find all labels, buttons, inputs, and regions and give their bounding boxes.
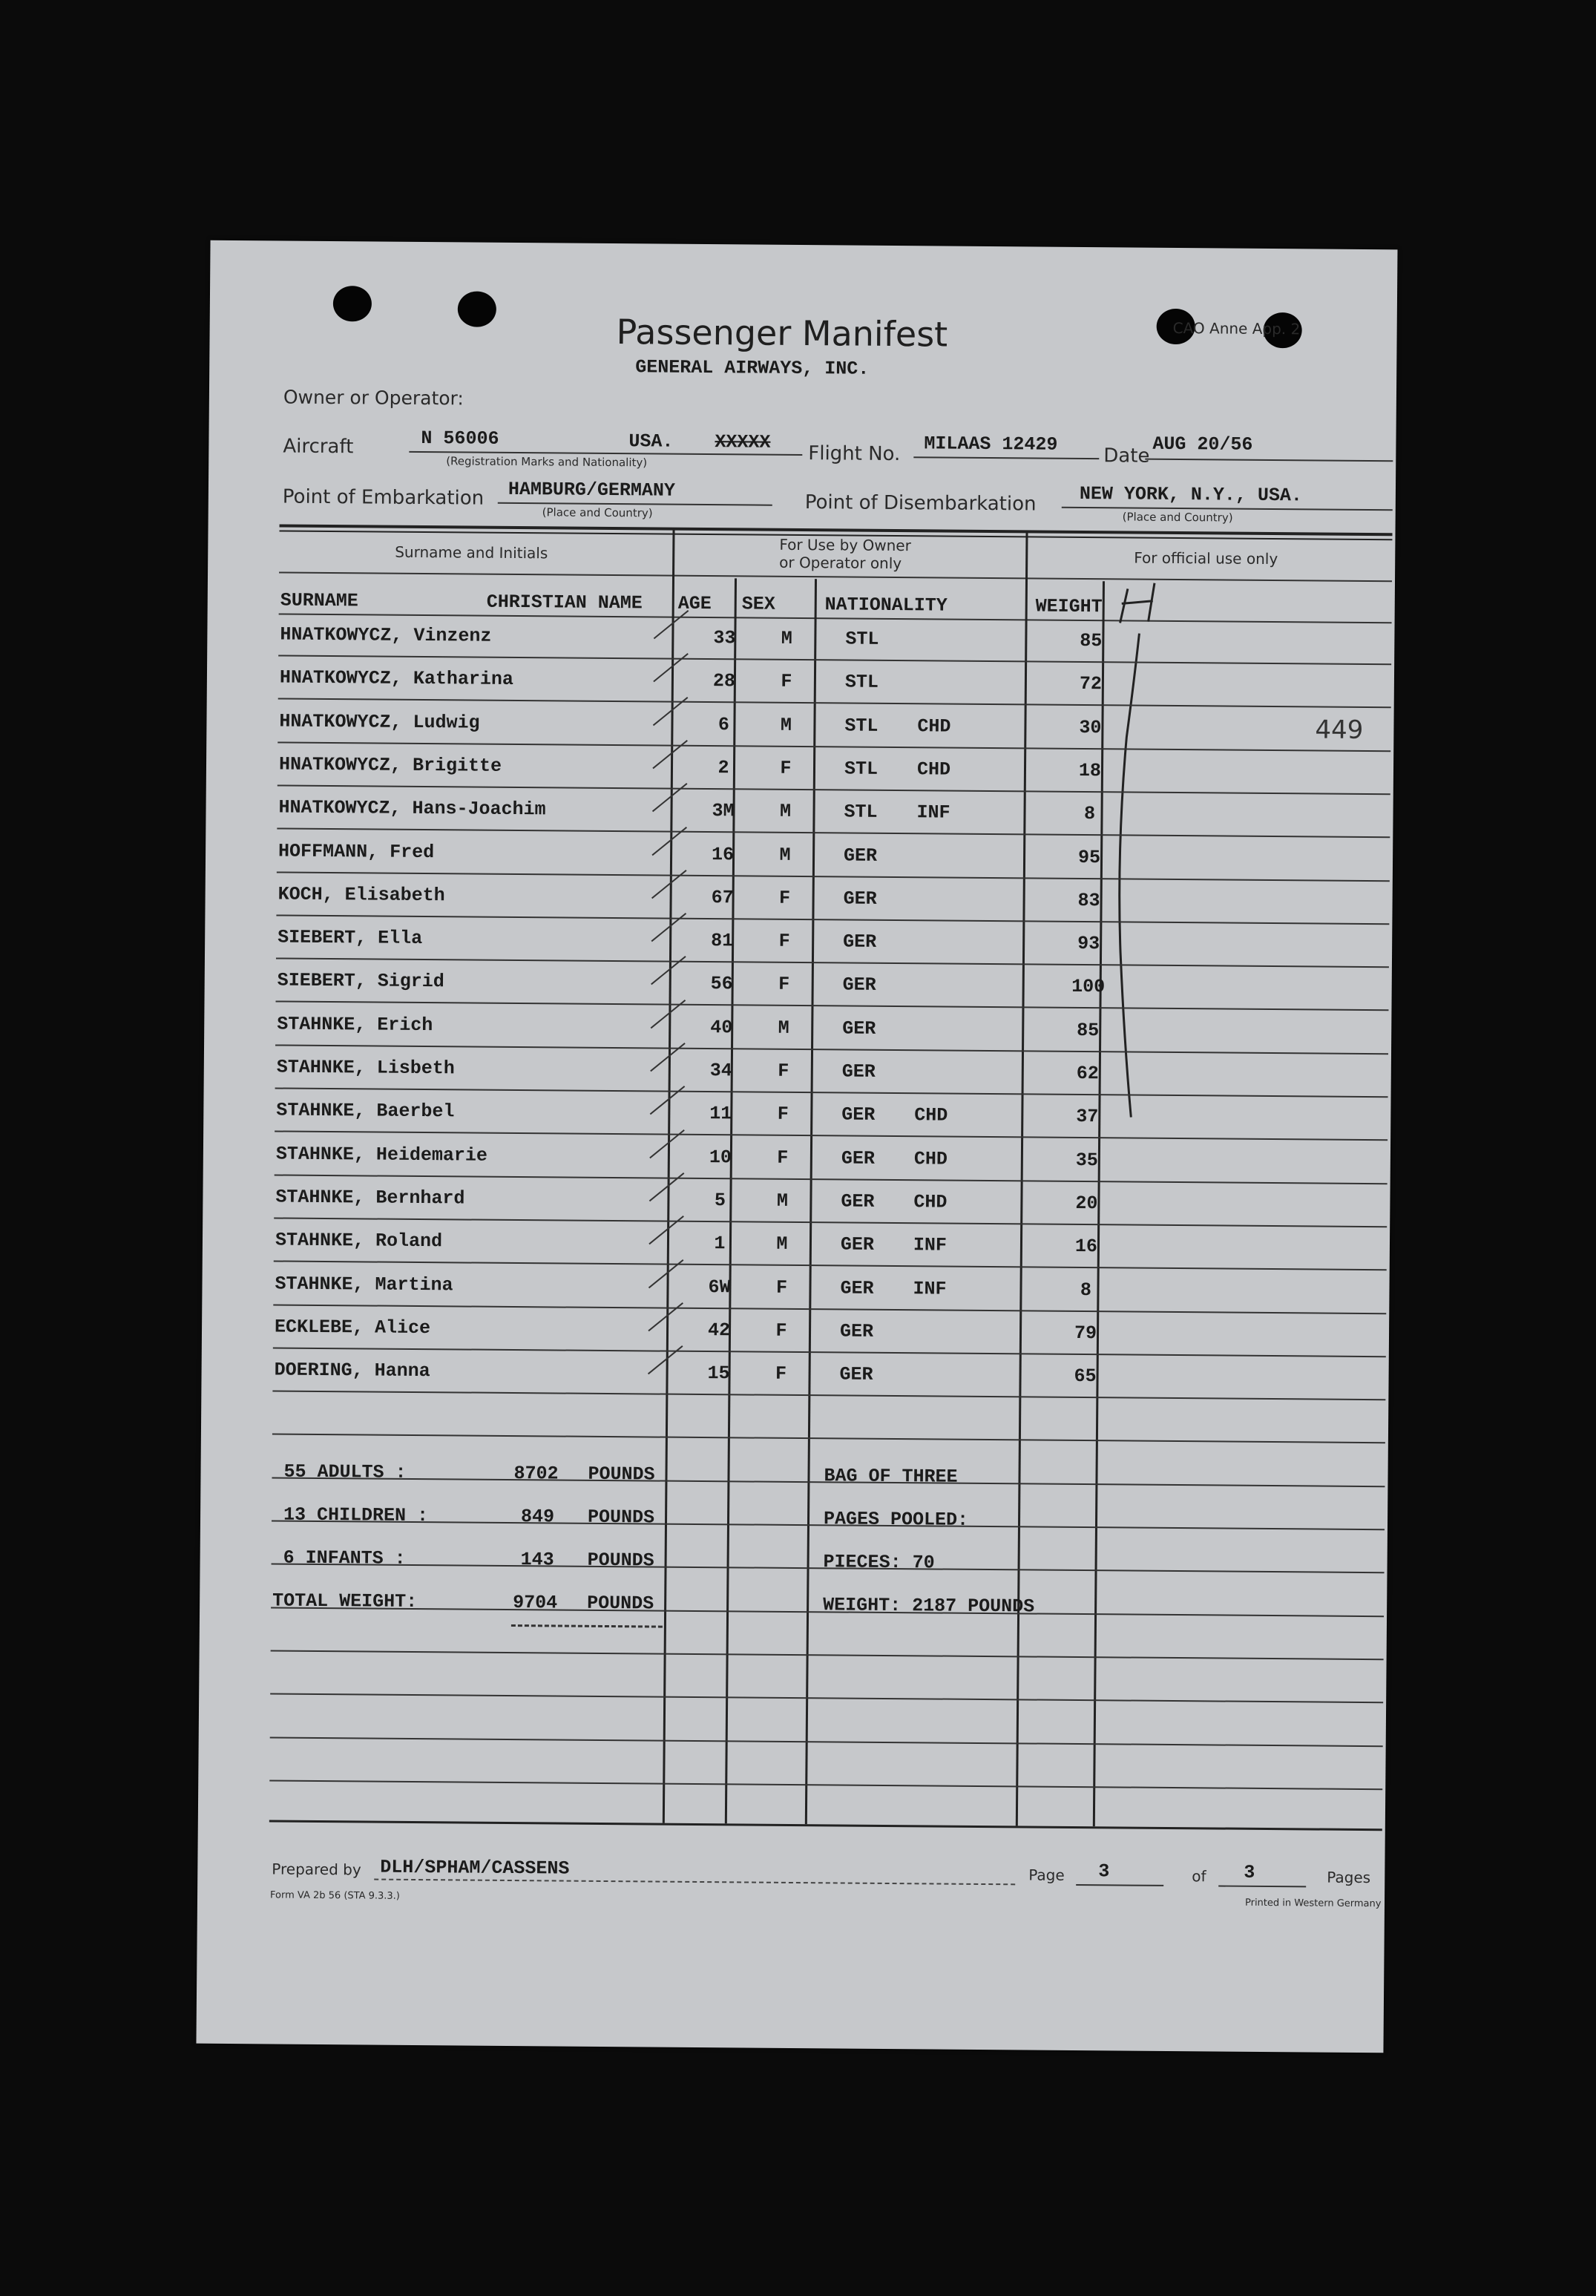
passenger-sex: M	[776, 1233, 788, 1256]
passenger-nationality: GER	[841, 1103, 876, 1126]
embarkation-label: Point of Embarkation	[282, 485, 485, 510]
passenger-sex: F	[778, 1060, 789, 1082]
passenger-weight: 8	[1083, 803, 1096, 825]
aircraft-label: Aircraft	[283, 435, 354, 459]
passenger-age: 3M	[712, 800, 735, 822]
col-header-surname: SURNAME	[280, 589, 358, 612]
passenger-age: 42	[707, 1319, 731, 1342]
col-header-sex: SEX	[741, 593, 775, 615]
passenger-weight: 30	[1079, 716, 1102, 738]
passenger-weight: 62	[1076, 1062, 1099, 1085]
passenger-weight: 18	[1078, 759, 1102, 782]
col-header-nationality: NATIONALITY	[824, 594, 948, 617]
company-name: GENERAL AIRWAYS, INC.	[635, 356, 870, 380]
struck-text: XXXXX	[715, 431, 771, 453]
flight-number: MILAAS 12429	[924, 433, 1058, 456]
passenger-weight: 8	[1080, 1279, 1092, 1301]
group-owner-header-line1: For Use by Owner	[779, 535, 911, 555]
passenger-category: CHD	[913, 1147, 948, 1170]
passenger-name: STAHNKE, Erich	[277, 1013, 433, 1036]
passenger-age: 67	[711, 886, 734, 909]
check-mark	[644, 1255, 689, 1292]
passenger-age: 40	[710, 1016, 733, 1039]
passenger-age: 5	[714, 1190, 726, 1212]
passenger-sex: M	[778, 1017, 789, 1039]
passenger-category: INF	[913, 1277, 947, 1300]
aircraft-nationality: USA.	[628, 430, 674, 453]
passenger-nationality: GER	[842, 1017, 876, 1040]
passenger-sex: F	[777, 1103, 789, 1126]
passenger-category: INF	[916, 801, 950, 824]
passenger-weight: 85	[1077, 1019, 1100, 1041]
blank-rule	[271, 1650, 1384, 1660]
check-mark	[646, 1125, 690, 1162]
table-bottom-rule	[269, 1820, 1382, 1831]
infants-unit: POUNDS	[587, 1549, 654, 1572]
passenger-sex: M	[781, 627, 792, 649]
disembarkation-caption: (Place and Country)	[1122, 510, 1233, 525]
passenger-nationality: GER	[840, 1276, 874, 1299]
adults-unit: POUNDS	[588, 1463, 655, 1486]
blank-rule	[272, 1434, 1385, 1444]
passenger-name: HNATKOWYCZ, Katharina	[279, 666, 514, 691]
check-mark	[649, 606, 694, 643]
blank-rule	[270, 1693, 1383, 1704]
disembarkation-point: NEW YORK, N.Y., USA.	[1079, 482, 1303, 507]
page-number: 3	[1098, 1860, 1110, 1883]
passenger-name: HNATKOWYCZ, Brigitte	[278, 753, 502, 777]
passenger-name: STAHNKE, Heidemarie	[275, 1143, 488, 1167]
check-mark	[645, 1212, 689, 1249]
passenger-sex: F	[777, 1147, 789, 1169]
adults-weight: 8702	[513, 1463, 559, 1485]
passenger-sex: F	[778, 974, 790, 996]
passenger-sex: M	[776, 1190, 789, 1212]
total-pages: 3	[1244, 1861, 1255, 1883]
printer-note: Printed in Western Germany	[1244, 1897, 1382, 1910]
owner-operator-label: Owner or Operator:	[283, 386, 464, 410]
passenger-weight: 93	[1077, 933, 1100, 955]
bag-label: BAG OF THREE	[824, 1465, 958, 1488]
passenger-category: CHD	[916, 758, 951, 781]
disembarkation-label: Point of Disembarkation	[804, 491, 1037, 516]
prepared-by-value: DLH/SPHAM/CASSENS	[380, 1856, 570, 1880]
check-mark	[646, 1082, 690, 1119]
check-mark	[646, 995, 691, 1032]
embarkation-point: HAMBURG/GERMANY	[508, 478, 676, 502]
col-header-age: AGE	[677, 592, 712, 615]
passenger-sex: M	[779, 844, 791, 866]
passenger-weight: 100	[1071, 976, 1106, 998]
passenger-category: INF	[913, 1234, 948, 1256]
passenger-sex: F	[780, 757, 792, 779]
check-mark	[648, 779, 692, 816]
children-unit: POUNDS	[587, 1506, 655, 1529]
blank-rule	[269, 1780, 1382, 1790]
children-weight: 849	[520, 1506, 555, 1528]
passenger-weight: 37	[1076, 1106, 1099, 1128]
passenger-category: CHD	[913, 1191, 948, 1213]
check-mark	[648, 822, 692, 859]
passenger-age: 56	[710, 973, 733, 995]
pages-pooled-label: PAGES POOLED:	[823, 1508, 969, 1531]
passenger-weight: 35	[1075, 1149, 1098, 1171]
passenger-sex: F	[781, 671, 792, 693]
passenger-weight: 95	[1077, 846, 1101, 868]
passenger-nationality: GER	[839, 1320, 874, 1342]
bag-weight-label: WEIGHT: 2187 POUNDS	[823, 1594, 1035, 1618]
passenger-nationality: STL	[844, 758, 879, 780]
flight-label: Flight No.	[808, 442, 901, 466]
passenger-weight: 16	[1074, 1236, 1098, 1258]
punch-hole	[458, 291, 496, 327]
group-official-header: For official use only	[1134, 548, 1278, 568]
form-id: Form VA 2b 56 (STA 9.3.3.)	[269, 1889, 400, 1902]
passenger-nationality: GER	[841, 1147, 876, 1170]
adults-label: 55 ADULTS :	[283, 1460, 407, 1483]
row-rule	[272, 1391, 1385, 1401]
passenger-age: 28	[712, 670, 736, 692]
passenger-category: CHD	[917, 715, 951, 738]
check-mark	[648, 692, 693, 729]
passenger-name: STAHNKE, Bernhard	[275, 1186, 465, 1210]
aircraft-caption: (Registration Marks and Nationality)	[446, 454, 648, 470]
col-header-weight: WEIGHT	[1035, 595, 1103, 618]
passenger-age: 11	[709, 1103, 732, 1125]
manifest-sheet	[196, 240, 1397, 2053]
blank-rule	[270, 1736, 1383, 1747]
check-mark	[644, 1298, 689, 1335]
passenger-name: DOERING, Hanna	[274, 1359, 430, 1382]
passenger-weight: 72	[1079, 673, 1103, 695]
passenger-name: KOCH, Elisabeth	[278, 883, 445, 907]
passenger-nationality: GER	[840, 1233, 875, 1256]
passenger-name: SIEBERT, Ella	[278, 926, 423, 950]
document-title: Passenger Manifest	[616, 312, 948, 355]
passenger-weight: 65	[1074, 1365, 1097, 1388]
infants-weight: 143	[520, 1549, 554, 1571]
passenger-age: 81	[711, 930, 734, 952]
passenger-nationality: GER	[843, 888, 877, 910]
col-header-christian-name: CHRISTIAN NAME	[486, 591, 643, 614]
passenger-sex: F	[775, 1319, 787, 1342]
passenger-age: 6W	[708, 1276, 731, 1298]
aircraft-registration: N 56006	[421, 427, 499, 450]
passenger-age: 1	[714, 1233, 726, 1255]
passenger-name: HOFFMANN, Fred	[278, 839, 435, 863]
passenger-sex: M	[780, 714, 792, 736]
check-mark	[648, 865, 692, 902]
check-mark	[644, 1341, 689, 1378]
passenger-nationality: STL	[844, 801, 878, 824]
passenger-sex: M	[779, 800, 792, 823]
total-weight-label: TOTAL WEIGHT:	[272, 1590, 418, 1613]
passenger-sex: F	[775, 1276, 788, 1299]
passenger-name: SIEBERT, Sigrid	[277, 969, 444, 993]
check-mark	[649, 649, 694, 686]
passenger-nationality: GER	[841, 1190, 875, 1213]
group-owner-header-line2: or Operator only	[779, 553, 902, 573]
passenger-name: STAHNKE, Baerbel	[276, 1099, 455, 1123]
passenger-name: STAHNKE, Roland	[275, 1229, 443, 1253]
passenger-name: STAHNKE, Lisbeth	[276, 1056, 455, 1080]
total-weight-value: 9704	[513, 1592, 558, 1614]
passenger-name: ECKLEBE, Alice	[274, 1316, 431, 1339]
passenger-nationality: GER	[839, 1363, 873, 1385]
passenger-age: 2	[717, 757, 729, 779]
passenger-nationality: GER	[841, 1060, 876, 1083]
group-surname-header: Surname and Initials	[395, 542, 548, 562]
flight-date: AUG 20/56	[1152, 433, 1253, 456]
prepared-by-label: Prepared by	[272, 1860, 361, 1879]
check-mark	[647, 909, 692, 946]
check-mark	[646, 1038, 691, 1075]
passenger-name: HNATKOWYCZ, Vinzenz	[280, 623, 492, 647]
passenger-name: HNATKOWYCZ, Ludwig	[279, 710, 480, 734]
passenger-age: 6	[717, 713, 730, 735]
total-weight-unit: POUNDS	[587, 1592, 654, 1615]
pieces-label: PIECES: 70	[823, 1551, 935, 1574]
passenger-name: HNATKOWYCZ, Hans-Joachim	[278, 796, 546, 821]
of-label: of	[1192, 1867, 1206, 1886]
passenger-sex: F	[779, 887, 791, 909]
passenger-age: 15	[707, 1362, 730, 1385]
passenger-nationality: STL	[845, 628, 879, 650]
children-label: 13 CHILDREN :	[283, 1503, 429, 1527]
passenger-category: CHD	[914, 1104, 948, 1126]
punch-hole	[333, 286, 372, 321]
passenger-name: STAHNKE, Martina	[275, 1272, 453, 1296]
table-row	[272, 1351, 1385, 1403]
passenger-age: 34	[709, 1060, 732, 1082]
annex-reference: CAO Anne App. 2	[1172, 318, 1301, 338]
passenger-age: 10	[709, 1146, 732, 1168]
passenger-nationality: GER	[843, 931, 877, 953]
passenger-age: 16	[711, 843, 735, 865]
infants-label: 6 INFANTS :	[283, 1546, 406, 1570]
passenger-age: 33	[713, 627, 736, 649]
passenger-weight: 85	[1080, 629, 1103, 652]
check-mark	[645, 1168, 689, 1205]
check-mark	[647, 952, 692, 989]
date-label: Date	[1103, 445, 1150, 468]
passenger-nationality: GER	[843, 844, 878, 867]
margin-note: 449	[1315, 715, 1364, 745]
passenger-nationality: STL	[844, 715, 879, 737]
check-mark	[648, 735, 693, 773]
pages-label: Pages	[1327, 1868, 1371, 1887]
passenger-nationality: STL	[844, 671, 879, 694]
page-label: Page	[1028, 1866, 1065, 1884]
embarkation-caption: (Place and Country)	[542, 505, 653, 520]
blank-lines	[211, 240, 1398, 250]
passenger-weight: 20	[1075, 1192, 1098, 1215]
passenger-weight: 79	[1074, 1322, 1097, 1344]
passenger-nationality: GER	[842, 974, 876, 997]
passenger-sex: F	[775, 1362, 787, 1385]
passenger-sex: F	[778, 930, 790, 953]
passenger-weight: 83	[1077, 889, 1100, 911]
